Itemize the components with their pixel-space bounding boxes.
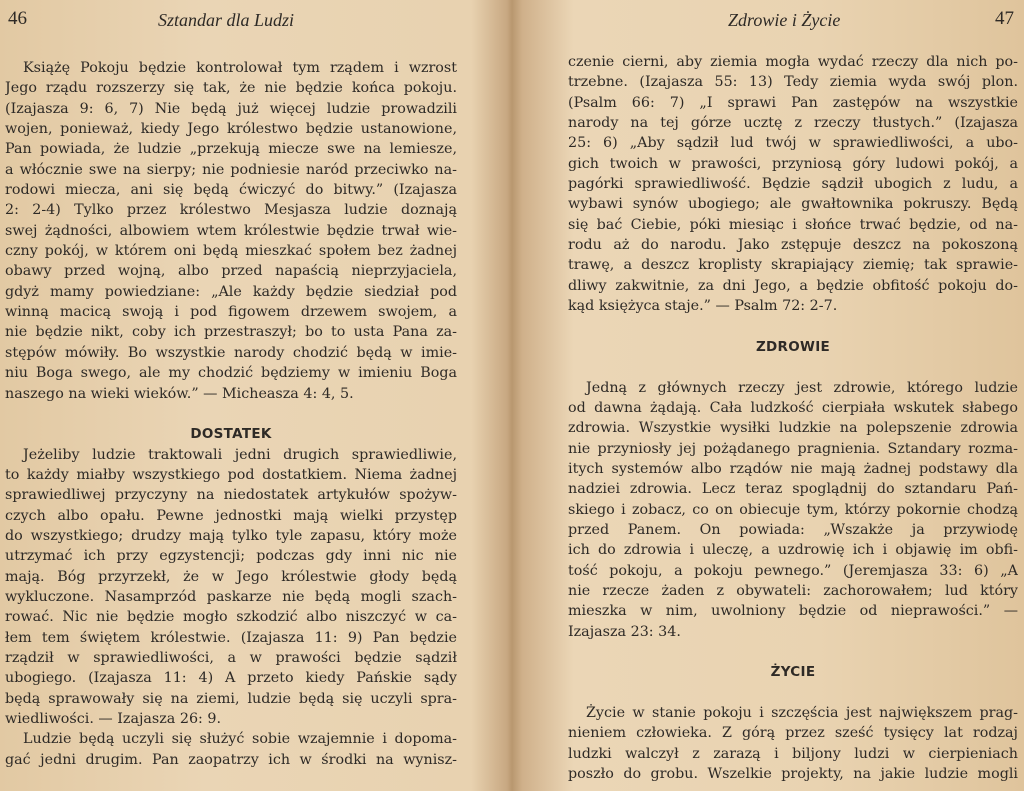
text-line: narody na tej górze ucztę z rzeczy tłustych.” (Izajasza xyxy=(568,115,1018,132)
text-line: czych albo opału. Pewne jednostki mają wielki przystęp xyxy=(5,507,457,524)
text-line: trzebne. (Izajasza 55: 13) Tedy ziemia wyda swój plon. xyxy=(568,74,1018,91)
spacer xyxy=(568,357,1018,377)
text-line: Pan powiada, że ludzie „przekują miecze swe na lemiesze, xyxy=(5,141,457,158)
text-line: rządził w sprawiedliwości, a w prawości będzie sądził xyxy=(5,649,457,666)
text-line: kąd księżyca staje.” — Psalm 72: 2-7. xyxy=(568,298,838,315)
text-line: nie rzecze żaden z obywateli: zachorowałem; lud który xyxy=(568,582,1018,599)
text-line: ludzki walczył z zarazą i biljony ludzi w cierpieniach xyxy=(568,745,1018,762)
text-line: utrzymać ich przy egzystencji; podczas gdy inni nic nie xyxy=(5,548,457,565)
text-line: tość pokoju, a pokoju pewnego.” (Jeremjasza 33: 6) „A xyxy=(568,562,1018,579)
text-line: nie będzie nikt, coby ich przestraszył; bo to usta Pana za- xyxy=(5,324,457,341)
spacer xyxy=(5,404,457,424)
text-line: mieszka w nim, uwolniony będzie od nieprawości.” — xyxy=(568,603,1018,620)
text-line: Jego rządu rozszerzy się tak, że nie będzie końca pokoju. xyxy=(5,80,457,97)
text-line: pagórki sprawiedliwość. Będzie sądził ubogich z ludu, a xyxy=(568,176,1018,193)
section-heading: ŻYCIE xyxy=(770,664,816,681)
text-line: obawy przed wojną, albo przed napaścią nieprzyjaciela, xyxy=(5,263,457,280)
text-line: przed Panem. On powiada: „Wszakże ja przywiodę xyxy=(568,521,1018,538)
spacer xyxy=(568,642,1018,662)
text-line: a włócznie swe na sierpy; nie podniesie naród przeciwko na- xyxy=(5,161,457,178)
text-line: niu Boga swego, ale my chodzić będziemy w imieniu Boga xyxy=(5,365,457,382)
left-page-number: 46 xyxy=(8,8,27,29)
text-line: rodowi miecza, ani się będą ćwiczyć do bitwy.” (Izajasza xyxy=(5,182,457,199)
text-line: nieniem człowieka. Z górą przez sześć tysięcy lat rodzaj xyxy=(568,725,1018,742)
text-line: sprawiedliwej przyczyny na niedostatek artykułów spożyw- xyxy=(5,487,457,504)
text-line: 2: 2-4) Tylko przez królestwo Mesjasza ludzie doznają xyxy=(5,202,457,219)
text-line: mają. Bóg przyrzekł, że w Jego królestwie głody będą xyxy=(5,568,457,585)
text-line: wybawi synów ubogiego; ale gwałtownika pokruszy. Będą xyxy=(568,196,1018,213)
text-line: (Psalm 66: 7) „I sprawi Pan zastępów na wszystkie xyxy=(568,94,1018,111)
text-line: wojen, ponieważ, kiedy Jego królestwo będzie ustanowione, xyxy=(5,121,457,138)
right-page xyxy=(528,0,1024,791)
text-line: poszło do grobu. Wszelkie projekty, na jakie ludzie mogli xyxy=(568,766,1018,783)
section-heading: ZDROWIE xyxy=(755,338,831,355)
right-text-body xyxy=(568,52,1018,784)
text-line: wykluczone. Nasamprzód paskarze nie będą mogli szach- xyxy=(5,588,457,605)
text-line: zdrowia. Wszystkie wysiłki ludzkie na polepszenie zdrowia xyxy=(568,420,1018,437)
text-line: do wszystkiego; drudzy mają tylko tyle zapasu, który może xyxy=(5,527,457,544)
text-line: gdyż mamy powiedziane: „Ale każdy będzie siedział pod xyxy=(5,283,457,300)
text-line: rodu aż do narodu. Jako zstępuje deszcz na pokoszoną xyxy=(568,237,1018,254)
section-heading: DOSTATEK xyxy=(190,426,272,443)
left-page xyxy=(0,0,500,791)
left-running-title: Sztandar dla Ludzi xyxy=(158,10,295,30)
text-line: itych systemów albo rządów nie mają żadnej podstawy dla xyxy=(568,460,1018,477)
text-line: naszego na wieki wieków.” — Micheasza 4: 4, 5. xyxy=(5,385,354,402)
text-line: się bać Ciebie, póki miesiąc i słońce trwać będzie, od na- xyxy=(568,216,1018,233)
text-line: czenie cierni, aby ziemia mogła wydać rzeczy dla nich po- xyxy=(568,54,1018,70)
text-line: rować. Nic nie będzie mogło szkodzić albo niszczyć w ca- xyxy=(5,609,457,626)
text-line: Życie w stanie pokoju i szczęścia jest największem prag- xyxy=(586,705,1018,721)
text-line: Jeżeliby ludzie traktowali jedni drugich sprawiedliwie, xyxy=(23,446,457,463)
spacer xyxy=(568,316,1018,336)
text-line: będą sprawowały się na ziemi, ludzie będą się uczyli spra- xyxy=(5,690,457,707)
text-line: swej żądności, albowiem wtem królestwie będzie trwał wie- xyxy=(5,222,457,239)
right-running-title: Zdrowie i Życie xyxy=(728,10,841,30)
text-line: Jedną z głównych rzeczy jest zdrowie, którego ludzie xyxy=(586,379,1018,396)
text-line: Ludzie będą uczyli się służyć sobie wzajemnie i dopoma- xyxy=(23,731,457,748)
right-page-number: 47 xyxy=(995,8,1014,29)
text-line: ich do zdrowia i uleczę, a uzdrowię ich i objawię im obfi- xyxy=(568,542,1018,559)
text-line: ubogiego. (Izajasza 11: 4) A przeto kiedy Pańskie sądy xyxy=(5,670,457,687)
text-line: Izajasza 23: 34. xyxy=(568,623,681,640)
text-line: gich twoich w prawości, przyniosą góry ludowi pokój, a xyxy=(568,155,1018,172)
text-line: nadziei zdrowia. Lecz teraz spoglądnij do sztandaru Pań- xyxy=(568,481,1018,498)
text-line: od dawna żądają. Cała ludzkość cierpiała wskutek słabego xyxy=(568,399,1018,416)
text-line: trawę, a deszcz kroplisty skrapiający ziemię; tak sprawie- xyxy=(568,257,1018,274)
text-line: to każdy miałby wszystkiego pod dostatkiem. Niema żadnej xyxy=(5,466,457,483)
text-line: (Izajasza 9: 6, 7) Nie będą już więcej ludzie prowadzili xyxy=(5,100,457,117)
text-line: łem tem świętem królestwie. (Izajasza 11: 9) Pan będzie xyxy=(5,629,457,646)
text-line: 25: 6) „Aby sądził lud twój w sprawiedliwości, a ubo- xyxy=(568,135,1018,152)
text-line: czny pokój, w którem oni będą mieszkać społem bez żadnej xyxy=(5,243,457,260)
text-line: stępów mówiły. Bo wszystkie narody chodzić będą w imie- xyxy=(5,344,457,361)
text-line: gać jedni drugim. Pan zaopatrzy ich w środki na wynisz- xyxy=(5,751,457,768)
text-line: wiedliwości. — Izajasza 26: 9. xyxy=(5,711,222,727)
text-line: Książę Pokoju będzie kontrolował tym rządem i wzrost xyxy=(23,60,457,76)
text-line: skiego i zobacz, co on obiecuje tym, którzy pokornie chodzą xyxy=(568,501,1018,518)
spacer xyxy=(568,683,1018,703)
text-line: winną macicą swoją i pod figowem drzewem swojem, a xyxy=(5,304,457,321)
text-line: dliwy zakwitnie, za dni Jego, a będzie obfitość pokoju do- xyxy=(568,277,1018,294)
left-text-body xyxy=(5,58,457,770)
text-line: nie przyniosły jej pożądanego pragnienia. Sztandary rozma- xyxy=(568,440,1018,457)
